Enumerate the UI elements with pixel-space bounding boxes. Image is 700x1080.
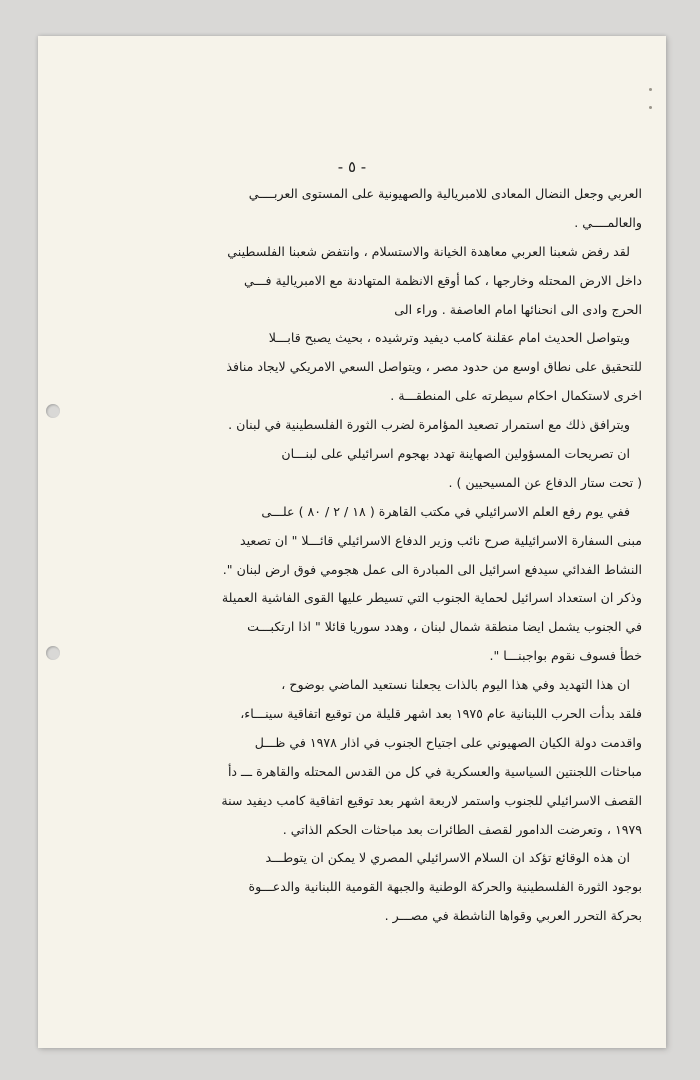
paper-speck: [649, 106, 652, 109]
text-line: الحرج وادى الى انحنائها امام العاصفة . وراء الى: [394, 301, 642, 317]
text-line: واقدمت دولة الكيان الصهيوني على اجتياح الجنوب في اذار ١٩٧٨ في ظـــل: [254, 734, 642, 750]
text-line: ان هذه الوقائع تؤكد ان السلام الاسرائيلي المصري لا يمكن ان يتوطـــد: [265, 850, 630, 866]
text-line: وذكر ان استعداد اسرائيل لحماية الجنوب التي تسيطر عليها القوى الفاشية العميلة: [221, 590, 642, 606]
text-line: خطأ فسوف نقوم بواجبنـــا ".: [489, 648, 642, 664]
text-line: للتحقيق على نطاق اوسع من حدود مصر ، ويتواصل السعي الامريكي لايجاد منافذ: [226, 359, 642, 375]
document-body: [64, 180, 642, 931]
text-line: ( تحت ستار الدفاع عن المسيحيين ) .: [448, 474, 642, 490]
text-line: ويتواصل الحديث امام عقلنة كامب ديفيد وترشيده ، بحيث يصبح قابـــلا: [268, 330, 630, 346]
text-line: مبنى السفارة الاسرائيلية صرح نائب وزير الدفاع الاسرائيلي قائـــلا " ان تصعيد: [239, 532, 642, 548]
text-line: ففي يوم رفع العلم الاسرائيلي في مكتب القاهرة ( ١٨ / ٢ / ٨٠ ) علـــى: [261, 503, 630, 519]
text-line: والعالمــــي .: [574, 214, 642, 230]
text-line: داخل الارض المحتله وخارجها ، كما أوقع الانظمة المتهادنة مع الامبريالية فـــي: [243, 272, 642, 288]
punch-hole-upper: [46, 404, 60, 418]
punch-hole-lower: [46, 646, 60, 660]
text-line: بحركة التحرر العربي وقواها الناشطة في مصـــر .: [384, 908, 642, 924]
text-line: في الجنوب يشمل ايضا منطقة شمال لبنان ، وهدد سوريا قائلا " اذا ارتكبـــت: [247, 619, 642, 635]
document-page: [38, 36, 666, 1048]
paper-speck: [649, 88, 652, 91]
text-line: فلقد بدأت الحرب اللبنانية عام ١٩٧٥ بعد اشهر قليلة من توقيع اتفاقية سينـــاء،: [240, 706, 642, 722]
text-line: ١٩٧٩ ، وتعرضت الدامور لقصف الطائرات بعد مباحثات الحكم الذاتي .: [282, 821, 642, 837]
text-line: بوجود الثورة الفلسطينية والحركة الوطنية والجبهة القومية اللبنانية والدعـــوة: [248, 879, 642, 895]
text-line: لقد رفض شعبنا العربي معاهدة الخيانة والاستسلام ، وانتفض شعبنا الفلسطيني: [227, 243, 630, 259]
page-number: - ٥ -: [337, 158, 367, 176]
text-line: ان هذا التهديد وفي هذا اليوم بالذات يجعلنا نستعيد الماضي بوضوح ،: [281, 677, 630, 693]
text-line: ان تصريحات المسؤولين الصهاينة تهدد بهجوم اسرائيلي على لبنـــان: [281, 446, 630, 462]
text-line: اخرى لاستكمال احكام سيطرته على المنطقـــة .: [390, 388, 642, 404]
text-line: العربي وجعل النضال المعادى للامبريالية والصهيونية على المستوى العربــــي: [248, 186, 642, 201]
text-line: مباحثات اللجنتين السياسية والعسكرية في كل من القدس المحتله والقاهرة ـــ دأ: [227, 763, 642, 779]
text-line: النشاط الفدائي سيدفع اسرائيل الى المبادرة الى عمل هجومي فوق ارض لبنان ".: [222, 561, 642, 577]
text-line: القصف الاسرائيلي للجنوب واستمر لاربعة اشهر بعد توقيع اتفاقية كامب ديفيد سنة: [221, 792, 642, 808]
text-line: ويترافق ذلك مع استمرار تصعيد المؤامرة لضرب الثورة الفلسطينية في لبنان .: [228, 417, 630, 433]
